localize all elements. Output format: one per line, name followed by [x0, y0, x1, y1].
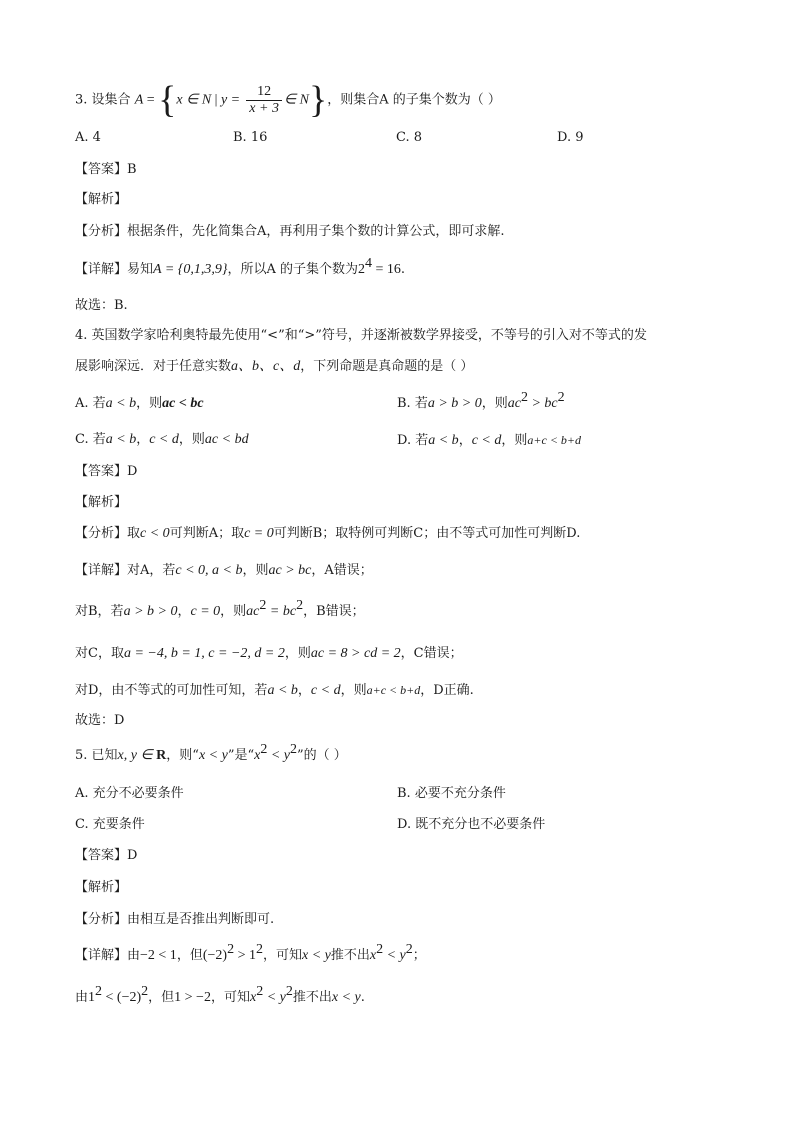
- q3-option-c: C. 8: [396, 130, 423, 145]
- left-brace: {: [158, 79, 177, 121]
- q4-detail-a: 【详解】对A，若c < 0, a < b，则ac > bc，A错误；: [75, 563, 373, 578]
- q3-cond-1: x ∈ N: [176, 92, 212, 108]
- q3-option-b: B. 16: [233, 130, 268, 145]
- q4-stem-line2: 展影响深远．对于任意实数a、b、c、d，下列命题是真命题的是（ ）: [75, 359, 474, 374]
- q3-detail-set: A = {0,1,3,9}: [153, 262, 228, 277]
- q3-detail: 【详解】易知A = {0,1,3,9}，所以A 的子集个数为$2^4 = 16$.: [75, 256, 406, 277]
- q3-suffix: ，则集合A 的子集个数为（ ）: [327, 92, 501, 108]
- q3-analysis-head: 【解析】: [75, 192, 128, 207]
- q4-fenxi: 【分析】取c < 0可判断A；取c = 0可判断B；取特例可判断C；由不等式可加性可判断D.: [75, 526, 581, 541]
- q4-option-c: C. 若a < b，c < d，则ac < bd: [75, 432, 249, 447]
- q5-option-b: B. 必要不充分条件: [397, 786, 506, 801]
- q3-frac-den: x + 3: [249, 100, 279, 116]
- q3-choice: 故选：B.: [75, 298, 128, 313]
- q3-option-a: A. 4: [75, 130, 101, 145]
- q4-analysis-head: 【解析】: [75, 495, 128, 510]
- q5-detail-2: 由$1^2 < (-2)^2$，但1 > −2，可知$x^2 < y^2$推不出x < y.: [75, 984, 365, 1005]
- q5-option-a: A. 充分不必要条件: [75, 786, 184, 801]
- q3-cond-3: ∈ N: [283, 92, 309, 108]
- q4-option-d: D. 若a < b，c < d，则a+c < b+d: [397, 433, 582, 448]
- q4-answer: 【答案】D: [75, 464, 138, 479]
- q5-stem: 5. 已知x, y ∈ R，则“x < y”是“$x^2 < y^2$”的（ ）: [75, 742, 347, 763]
- q3-fraction: [246, 84, 282, 117]
- q4-choice: 故选：D: [75, 713, 125, 728]
- q3-stem: 3. 设集合 A = {x ∈ N | y = $\frac{12}{x + 3}$ ∈ N}，则集合A 的子集个数为（ ）: [75, 79, 501, 121]
- q3-option-d: D. 9: [557, 130, 584, 145]
- q5-answer: 【答案】D: [75, 848, 138, 863]
- q3-cond-2: y =: [220, 92, 241, 108]
- q4-option-b: B. 若a > b > 0，则$ac^2 > bc^2$: [397, 390, 565, 411]
- q5-fenxi: 【分析】由相互是否推出判断即可.: [75, 912, 275, 927]
- q5-option-c: C. 充要条件: [75, 817, 145, 832]
- q4-detail-b: 对B，若a > b > 0，c = 0，则$ac^2 = bc^2$，B错误；: [75, 598, 365, 619]
- q4-option-a: A. 若a < b，则ac < bc: [75, 396, 204, 411]
- q3-fenxi: 【分析】根据条件，先化简集合A，再利用子集个数的计算公式，即可求解.: [75, 224, 505, 239]
- q5-option-d: D. 既不充分也不必要条件: [397, 817, 546, 832]
- q4-detail-d: 对D，由不等式的可加性可知，若a < b，c < d，则a+c < b+d，D正确.: [75, 683, 474, 698]
- q5-detail-1: 【详解】由−2 < 1，但$(-2)^2 > 1^2$，可知x < y推不出$x^2 < y^2$；: [75, 942, 426, 963]
- q4-detail-c: 对C，取a = −4, b = 1, c = −2, d = 2，则ac = 8 > cd = 2，C错误；: [75, 646, 463, 661]
- right-brace: }: [309, 79, 328, 121]
- q3-frac-num: 12: [246, 84, 282, 101]
- q4-stem-line1: 4. 英国数学家哈利奥特最先使用“<”和“>”符号，并逐渐被数学界接受，不等号的引入对不等式的发: [75, 328, 647, 343]
- q3-set-var: A: [134, 92, 144, 108]
- q3-answer: 【答案】B: [75, 162, 137, 177]
- q3-prefix: 3. 设集合: [75, 92, 131, 108]
- q5-analysis-head: 【解析】: [75, 880, 128, 895]
